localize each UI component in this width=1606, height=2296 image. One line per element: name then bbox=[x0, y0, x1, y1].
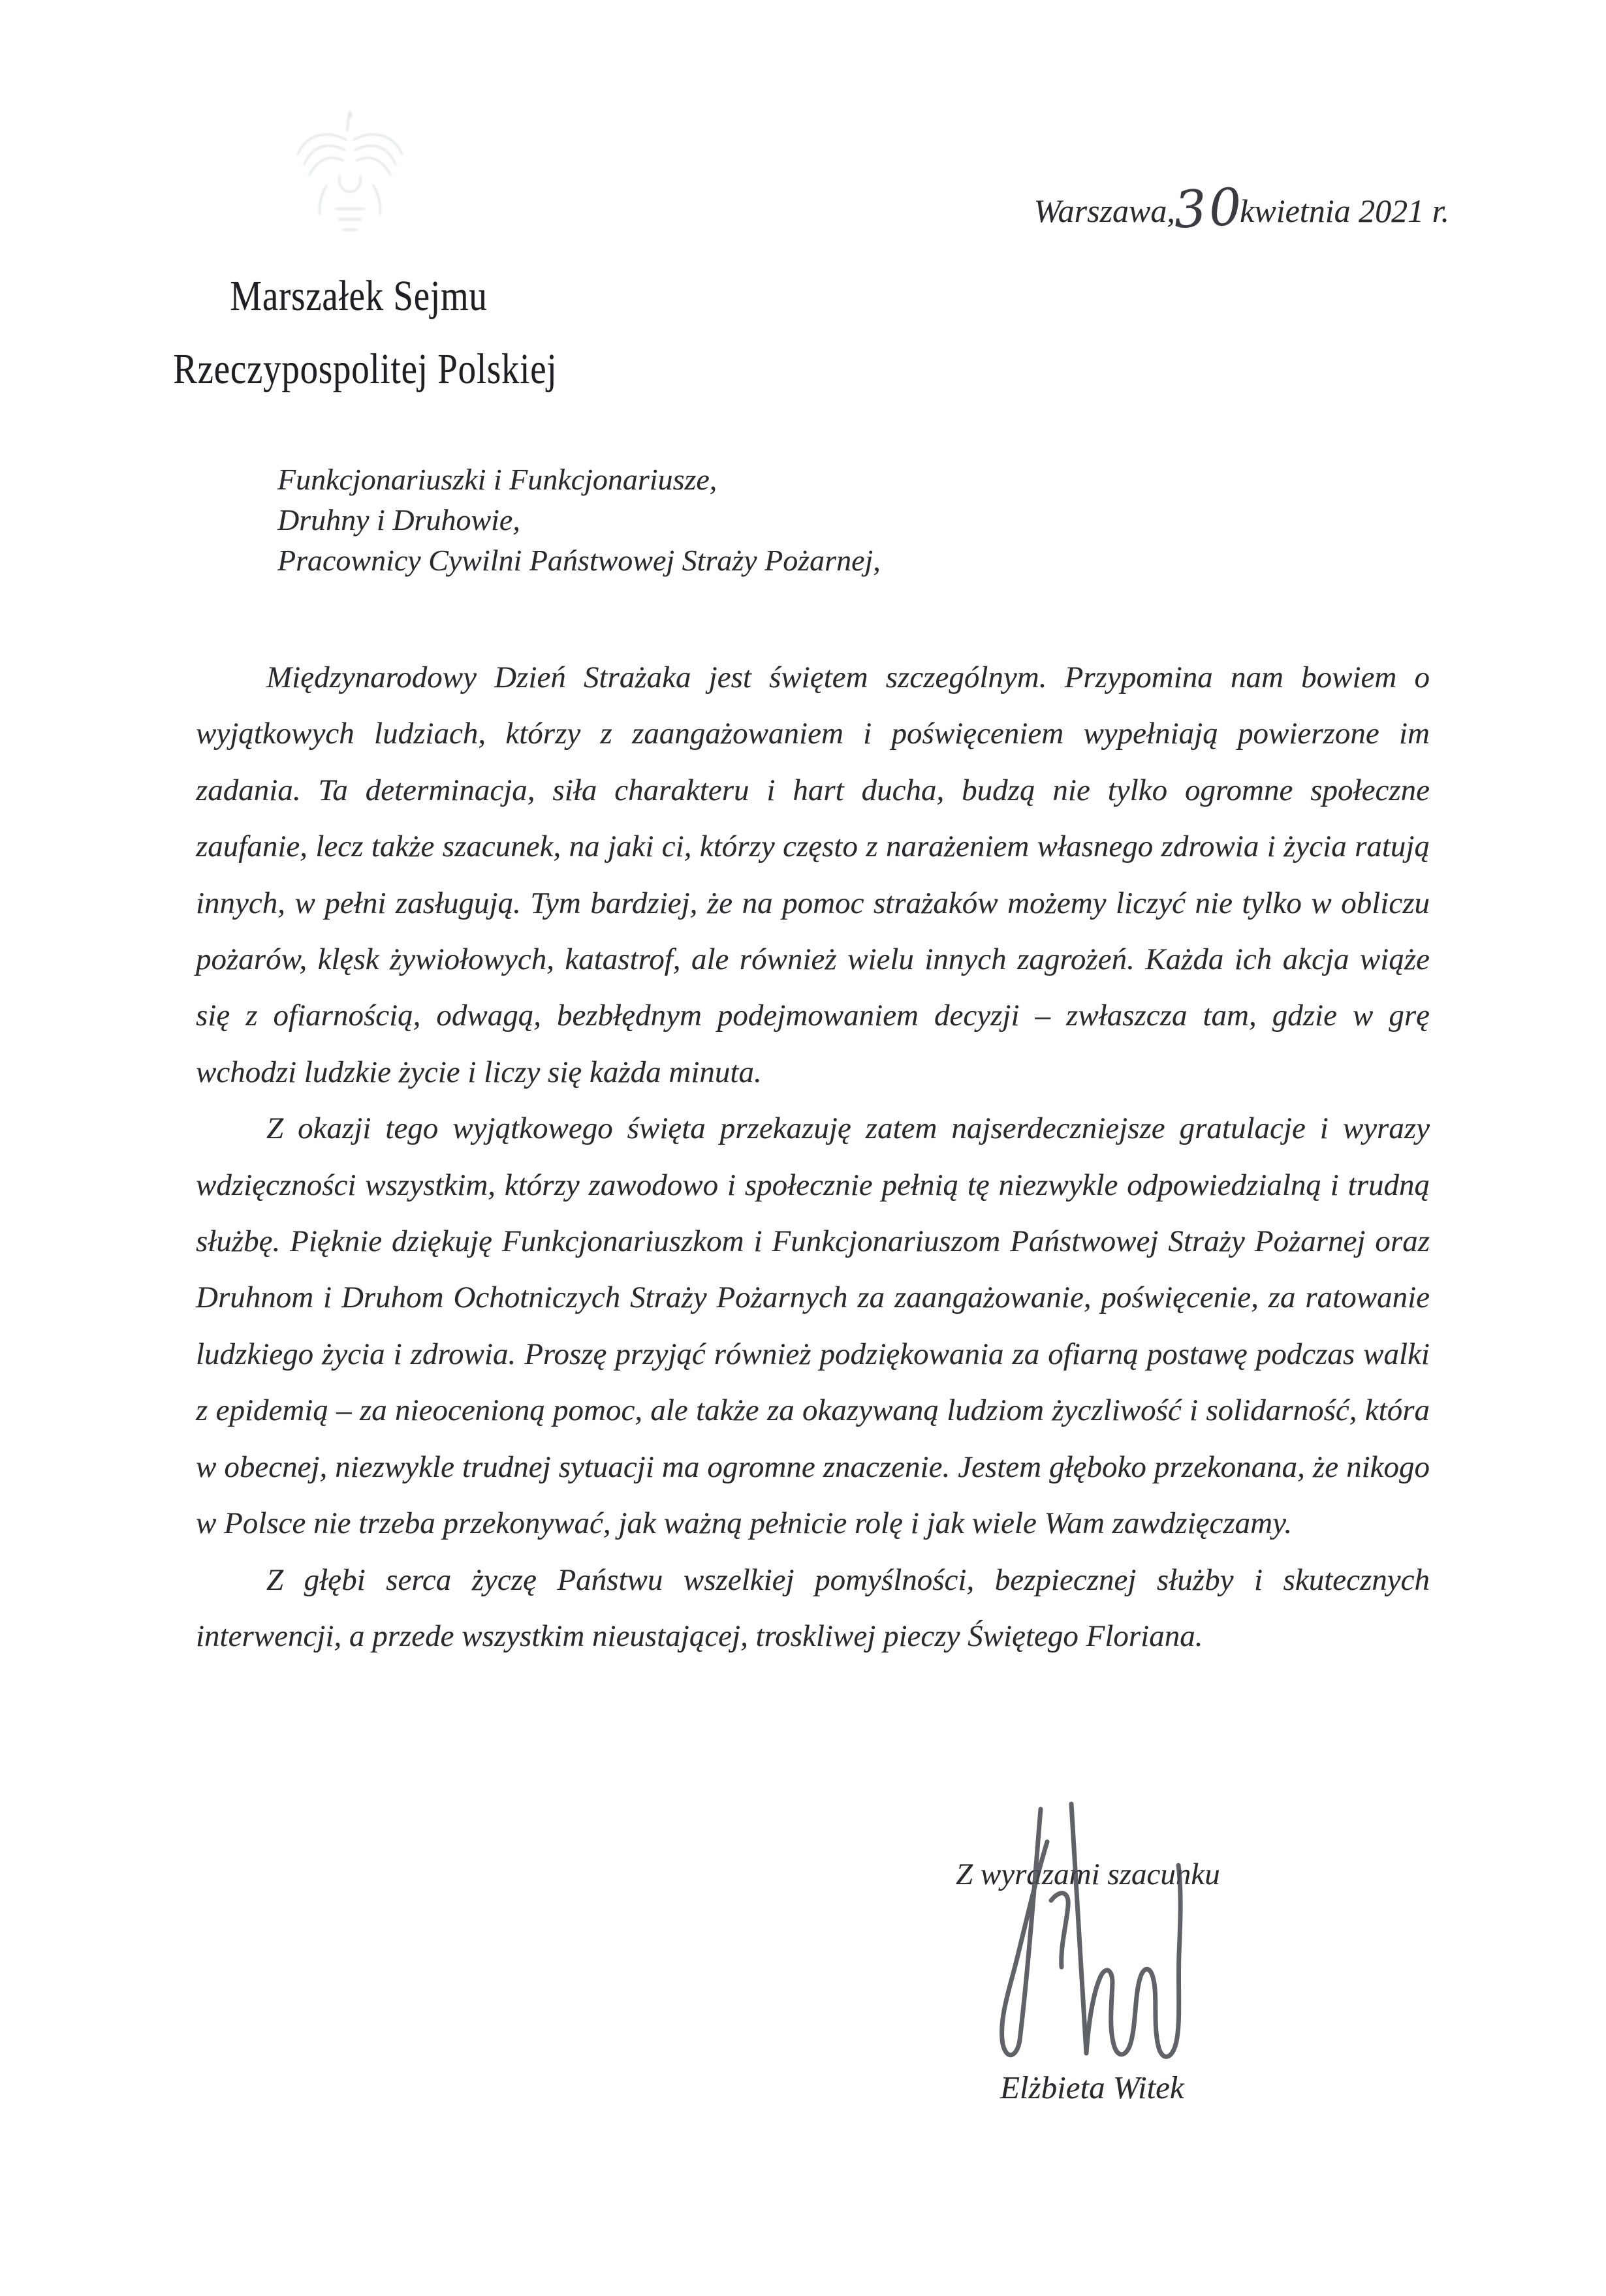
handwritten-day: 30 bbox=[1172, 178, 1246, 240]
letterhead bbox=[134, 260, 584, 406]
date-line bbox=[1033, 178, 1449, 240]
body-paragraph: Z okazji tego wyjątkowego święta przekazuję zatem najserdeczniejsze gratulacje i wyrazy wdzięczności wszystkim, którzy zawodowo i społecznie pełnią tę niezwykle odpowiedzialną i trudną służbę. Pięknie dziękuję Funkcjonariuszkom i Funkcjonariuszom Państwowej Straży Pożarnej oraz Druhnom i Druhom Ochotniczych Straży Pożarnych za zaangażowanie, poświęcenie, za ratowanie ludzkiego życia i zdrowia. Proszę przyjąć również podziękowania za ofiarną postawę podczas walki z epidemią – za nieocenioną pomoc, ale także za okazywaną ludziom życzliwość i solidarność, która w obecnej, niezwykle trudnej sytuacji ma ogromne znaczenie. Jestem głęboko przekonana, że nikogo w Polsce nie trzeba przekonywać, jak ważną pełnicie rolę i jak wiele Wam zawdzięczamy. bbox=[196, 1111, 1430, 1541]
letterhead-line1: Marszałek Sejmu bbox=[230, 272, 488, 320]
date-city: Warszawa, bbox=[1033, 193, 1175, 229]
salutation-line: Pracownicy Cywilni Państwowej Straży Pożarnej, bbox=[277, 544, 881, 577]
closing-phrase: Z wyrazami szacunku bbox=[956, 1857, 1220, 1891]
polish-eagle-watermark-icon bbox=[281, 103, 419, 255]
body-paragraph: Międzynarodowy Dzień Strażaka jest świętem szczególnym. Przypomina nam bowiem o wyjątkowych ludziach, którzy z zaangażowaniem i poświęceniem wypełniają powierzone im zadania. Ta determinacja, siła charakteru i hart ducha, budzą nie tylko ogromne społeczne zaufanie, lecz także szacunek, na jaki ci, którzy często z narażeniem własnego zdrowia i życia ratują innych, w pełni zasługują. Tym bardziej, że na pomoc strażaków możemy liczyć nie tylko w obliczu pożarów, klęsk żywiołowych, katastrof, ale również wielu innych zagrożeń. Każda ich akcja wiąże się z ofiarnością, odwagą, bezbłędnym podejmowaniem decyzji – zwłaszcza tam, gdzie w grę wchodzi ludzkie życie i liczy się każda minuta. bbox=[196, 660, 1430, 1089]
salutation bbox=[277, 459, 881, 581]
body-paragraph: Z głębi serca życzę Państwu wszelkiej pomyślności, bezpiecznej służby i skutecznych interwencji, a przede wszystkim nieustającej, troskliwej pieczy Świętego Floriana. bbox=[196, 1562, 1430, 1653]
signatory-name: Elżbieta Witek bbox=[1000, 2070, 1184, 2105]
date-rest: kwietnia 2021 r. bbox=[1240, 193, 1449, 229]
letter-body bbox=[196, 649, 1430, 1664]
salutation-line: Druhny i Druhowie, bbox=[277, 503, 520, 536]
salutation-line: Funkcjonariuszki i Funkcjonariusze, bbox=[277, 463, 717, 496]
handwritten-signature-icon bbox=[978, 1793, 1196, 2075]
letterhead-line2: Rzeczypospolitej Polskiej bbox=[173, 345, 558, 393]
